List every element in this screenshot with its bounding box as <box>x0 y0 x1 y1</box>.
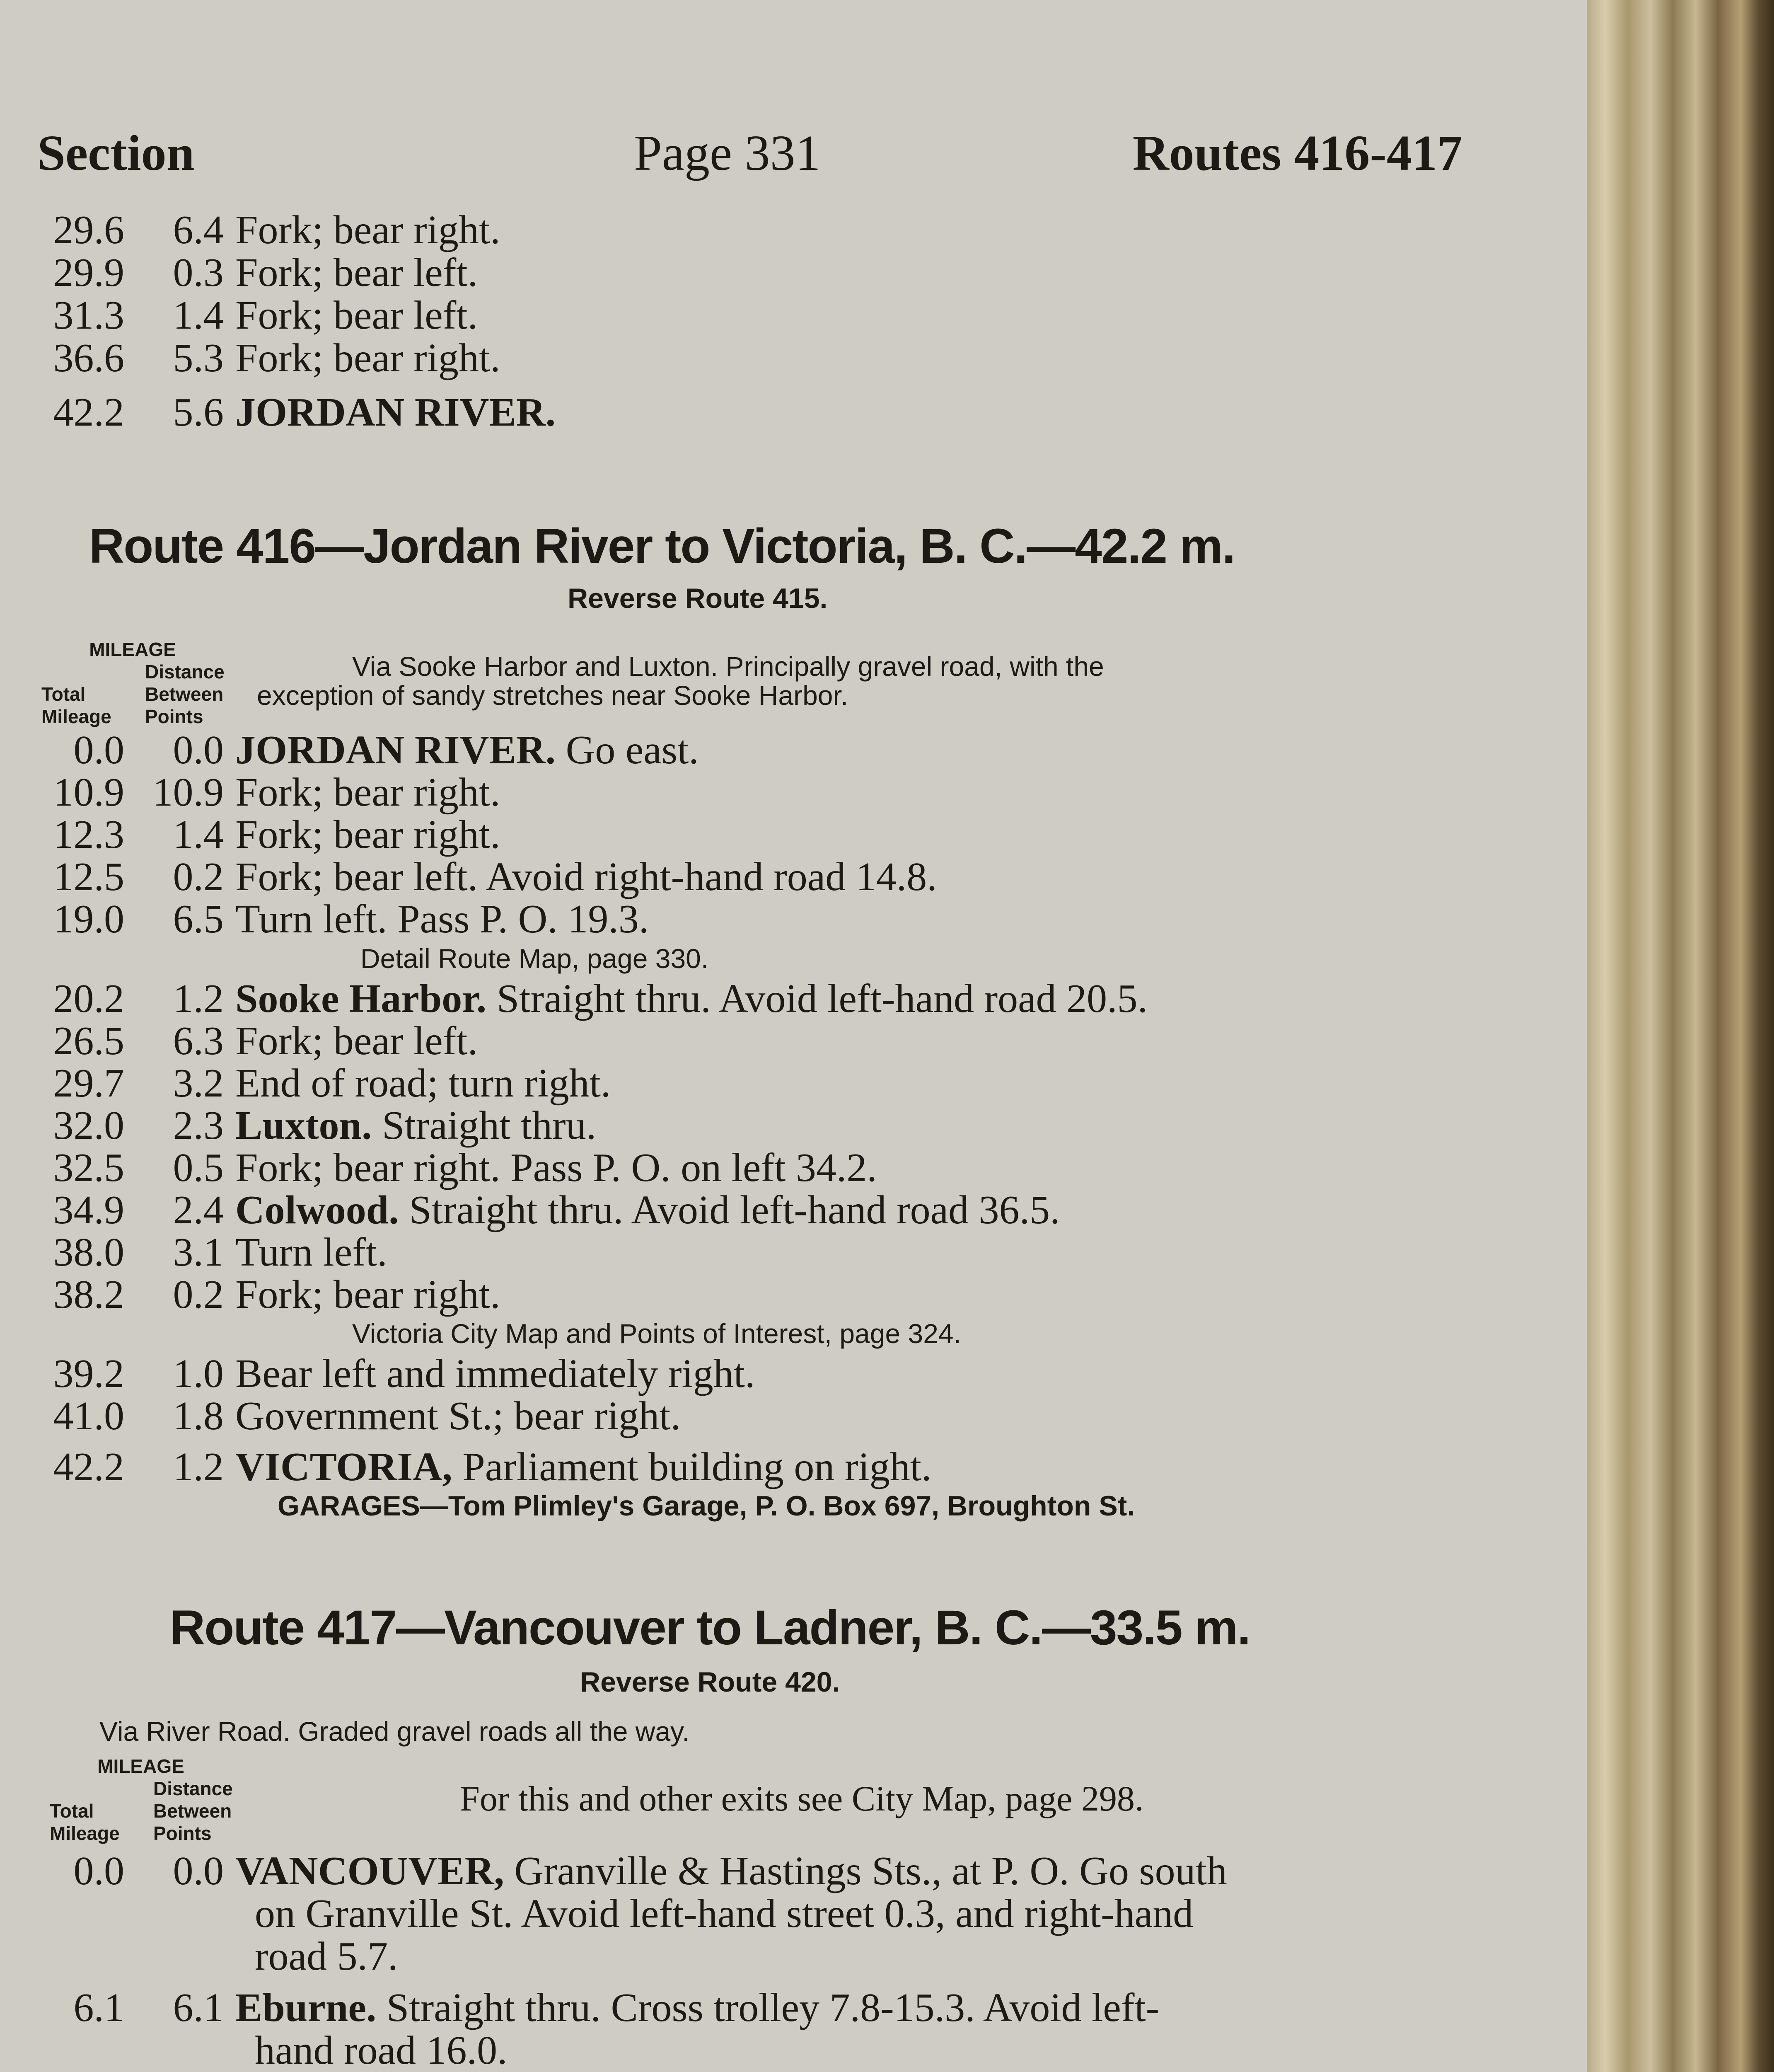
route-entry: 38.0 3.1 Turn left. <box>53 1230 387 1275</box>
route-entry: 38.2 0.2 Fork; bear right. <box>53 1272 500 1317</box>
route-entry: 20.2 1.2 Sooke Harbor. Straight thru. Avoid left-hand road 20.5. <box>53 976 1148 1021</box>
mileage-key: MILEAGE Distance Total Between Mileage Points <box>50 1755 233 1844</box>
route-entry: 26.5 6.3 Fork; bear left. <box>53 1019 478 1063</box>
route-416-via-cont: exception of sandy stretches near Sooke Harbor. <box>257 680 848 711</box>
route-entry: 42.2 1.2 VICTORIA, Parliament building on right. <box>53 1445 932 1489</box>
route-entry: 34.9 2.4 Colwood. Straight thru. Avoid left-hand road 36.5. <box>53 1188 1060 1232</box>
route-417-exits: For this and other exits see City Map, page 298. <box>460 1779 1144 1818</box>
route-entry: 0.0 0.0 VANCOUVER, Granville & Hastings Sts., at P. O. Go south <box>73 1849 1227 1893</box>
garages-note: GARAGES—Tom Plimley's Garage, P. O. Box 697, Broughton St. <box>278 1490 1135 1522</box>
route-417-reverse: Reverse Route 420. <box>580 1666 840 1698</box>
route-entry: 29.6 6.4 Fork; bear right. <box>53 208 500 252</box>
route-entry: 0.0 0.0 JORDAN RIVER. Go east. <box>73 728 699 772</box>
route-entry: 36.6 5.3 Fork; bear right. <box>53 336 500 380</box>
section-label: Section <box>37 125 195 181</box>
route-entry: 6.1 6.1 Eburne. Straight thru. Cross trolley 7.8-15.3. Avoid left- <box>73 1985 1160 2030</box>
route-entry-cont: on Granville St. Avoid left-hand street 0.3, and right-hand <box>255 1891 1194 1936</box>
route-entry-cont: hand road 16.0. <box>255 2028 508 2072</box>
route-entry: 32.0 2.3 Luxton. Straight thru. <box>53 1103 597 1148</box>
route-entry: 19.0 6.5 Turn left. Pass P. O. 19.3. <box>53 897 649 942</box>
book-page-edge <box>1587 0 1774 2072</box>
detail-map-note: Detail Route Map, page 330. <box>360 943 709 974</box>
route-entry-cont: road 5.7. <box>255 1934 398 1979</box>
page-number: Page 331 <box>634 125 821 181</box>
route-417-title: Route 417—Vancouver to Ladner, B. C.—33.5 m. <box>170 1600 1250 1655</box>
route-entry: 10.9 10.9 Fork; bear right. <box>53 770 500 815</box>
route-416-reverse: Reverse Route 415. <box>568 583 828 614</box>
route-entry: 41.0 1.8 Government St.; bear right. <box>53 1394 681 1438</box>
route-417-via: Via River Road. Graded gravel roads all the way. <box>99 1716 690 1747</box>
route-entry: 29.7 3.2 End of road; turn right. <box>53 1061 611 1106</box>
route-entry: 12.5 0.2 Fork; bear left. Avoid right-hand road 14.8. <box>53 854 937 899</box>
city-map-note: Victoria City Map and Points of Interest, page 324. <box>352 1318 961 1349</box>
route-entry: 12.3 1.4 Fork; bear right. <box>53 812 500 857</box>
route-416-via: Via Sooke Harbor and Luxton. Principally gravel road, with the <box>352 651 1104 682</box>
route-entry: 32.5 0.5 Fork; bear right. Pass P. O. on left 34.2. <box>53 1145 877 1190</box>
route-416-title: Route 416—Jordan River to Victoria, B. C.—42.2 m. <box>89 519 1235 574</box>
route-entry: 31.3 1.4 Fork; bear left. <box>53 293 478 338</box>
route-entry: 29.9 0.3 Fork; bear left. <box>53 250 478 295</box>
page-header <box>37 124 1462 195</box>
route-entry: 42.2 5.6 JORDAN RIVER. <box>53 390 556 435</box>
route-entry: 39.2 1.0 Bear left and immediately right. <box>53 1351 755 1396</box>
routes-range: Routes 416-417 <box>1132 125 1462 181</box>
mileage-key: MILEAGE Distance Total Between Mileage Points <box>41 639 225 727</box>
